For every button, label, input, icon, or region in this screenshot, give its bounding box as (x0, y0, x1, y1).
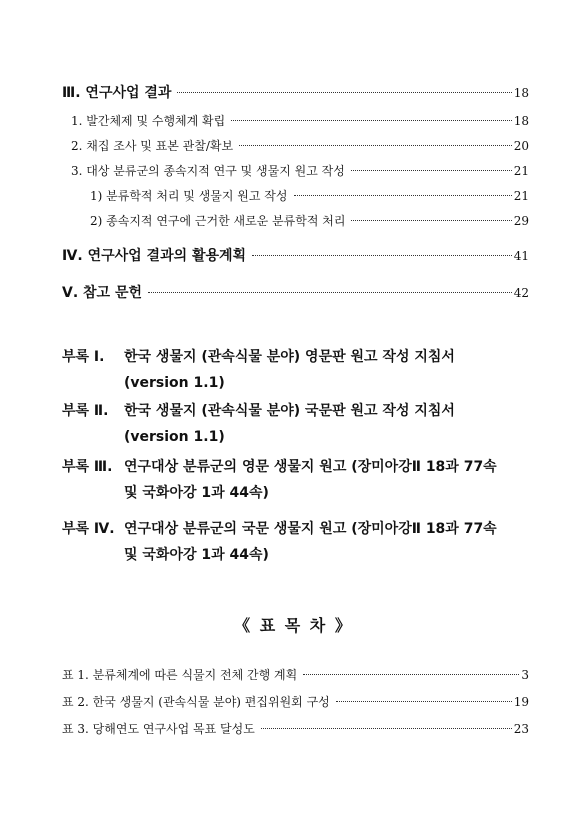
toc-page-number: 18 (513, 114, 529, 128)
toc-entry-section-4[interactable] (62, 245, 529, 265)
toc-page-number: 20 (513, 139, 529, 153)
toc-title: Ⅳ. 연구사업 결과의 활용계획 (62, 248, 247, 264)
toc-entry-3-3-1[interactable] (90, 187, 529, 204)
toc-page-number: 41 (513, 249, 529, 263)
toc-title: Ⅲ. 연구사업 결과 (62, 85, 172, 101)
appendix-label: 부록 Ⅲ. (62, 459, 113, 475)
toc-page-number: 21 (513, 164, 529, 178)
dot-leader (351, 220, 511, 221)
dot-leader (239, 145, 512, 146)
dot-leader (294, 195, 512, 196)
tables-heading: 《 표 목 차 》 (234, 616, 353, 635)
dot-leader (231, 120, 511, 121)
table-title: 표 2. 한국 생물지 (관속식물 분야) 편집위원회 구성 (62, 695, 330, 709)
toc-title: 2. 채집 조사 및 표본 관찰/확보 (71, 139, 234, 153)
toc-entry-section-3[interactable] (62, 82, 529, 102)
appendix-title: 한국 생물지 (관속식물 분야) 영문판 원고 작성 지침서 (124, 349, 455, 365)
appendix-title-cont: (version 1.1) (124, 429, 225, 445)
table-page-number: 3 (521, 668, 529, 682)
table-page-number: 23 (513, 722, 529, 736)
dot-leader (303, 674, 519, 675)
toc-entry-3-3[interactable] (71, 162, 529, 179)
table-entry-2[interactable] (62, 693, 529, 710)
toc-title: Ⅴ. 참고 문헌 (62, 285, 142, 301)
dot-leader (148, 292, 512, 293)
dot-leader (261, 728, 512, 729)
appendix-2[interactable] (62, 398, 547, 450)
table-entry-1[interactable] (62, 666, 529, 683)
toc-page-number: 18 (513, 86, 529, 100)
toc-title: 1. 발간체제 및 수행체계 확립 (71, 114, 226, 128)
appendix-title: 연구대상 분류군의 영문 생물지 원고 (장미아강Ⅱ 18과 77속 (124, 459, 497, 475)
toc-page-number: 29 (513, 214, 529, 228)
table-page-number: 19 (513, 695, 529, 709)
table-title: 표 3. 당해연도 연구사업 목표 달성도 (62, 722, 255, 736)
appendix-title: 연구대상 분류군의 국문 생물지 원고 (장미아강Ⅱ 18과 77속 (124, 521, 497, 537)
table-title: 표 1. 분류체계에 따른 식물지 전체 간행 계획 (62, 668, 298, 682)
toc-entry-3-2[interactable] (71, 137, 529, 154)
dot-leader (336, 701, 512, 702)
dot-leader (177, 92, 511, 93)
appendix-4[interactable] (62, 516, 547, 568)
appendix-label: 부록 Ⅰ. (62, 349, 105, 365)
dot-leader (252, 255, 512, 256)
toc-entry-3-1[interactable] (71, 112, 529, 129)
toc-page-number: 42 (513, 286, 529, 300)
appendix-3[interactable] (62, 454, 547, 506)
dot-leader (351, 170, 512, 171)
appendix-title: 한국 생물지 (관속식물 분야) 국문판 원고 작성 지침서 (124, 403, 455, 419)
toc-title: 1) 분류학적 처리 및 생물지 원고 작성 (90, 189, 288, 203)
appendix-1[interactable] (62, 344, 547, 396)
appendix-title-cont: 및 국화아강 1과 44속) (124, 485, 269, 501)
toc-entry-3-3-2[interactable] (90, 212, 529, 229)
appendix-title-cont: 및 국화아강 1과 44속) (124, 547, 269, 563)
appendix-label: 부록 Ⅳ. (62, 521, 115, 537)
toc-title: 2) 종속지적 연구에 근거한 새로운 분류학적 처리 (90, 214, 346, 228)
toc-title: 3. 대상 분류군의 종속지적 연구 및 생물지 원고 작성 (71, 164, 345, 178)
appendix-title-cont: (version 1.1) (124, 375, 225, 391)
toc-page-number: 21 (513, 189, 529, 203)
table-entry-3[interactable] (62, 720, 529, 737)
toc-entry-section-5[interactable] (62, 282, 529, 302)
appendix-label: 부록 Ⅱ. (62, 403, 109, 419)
